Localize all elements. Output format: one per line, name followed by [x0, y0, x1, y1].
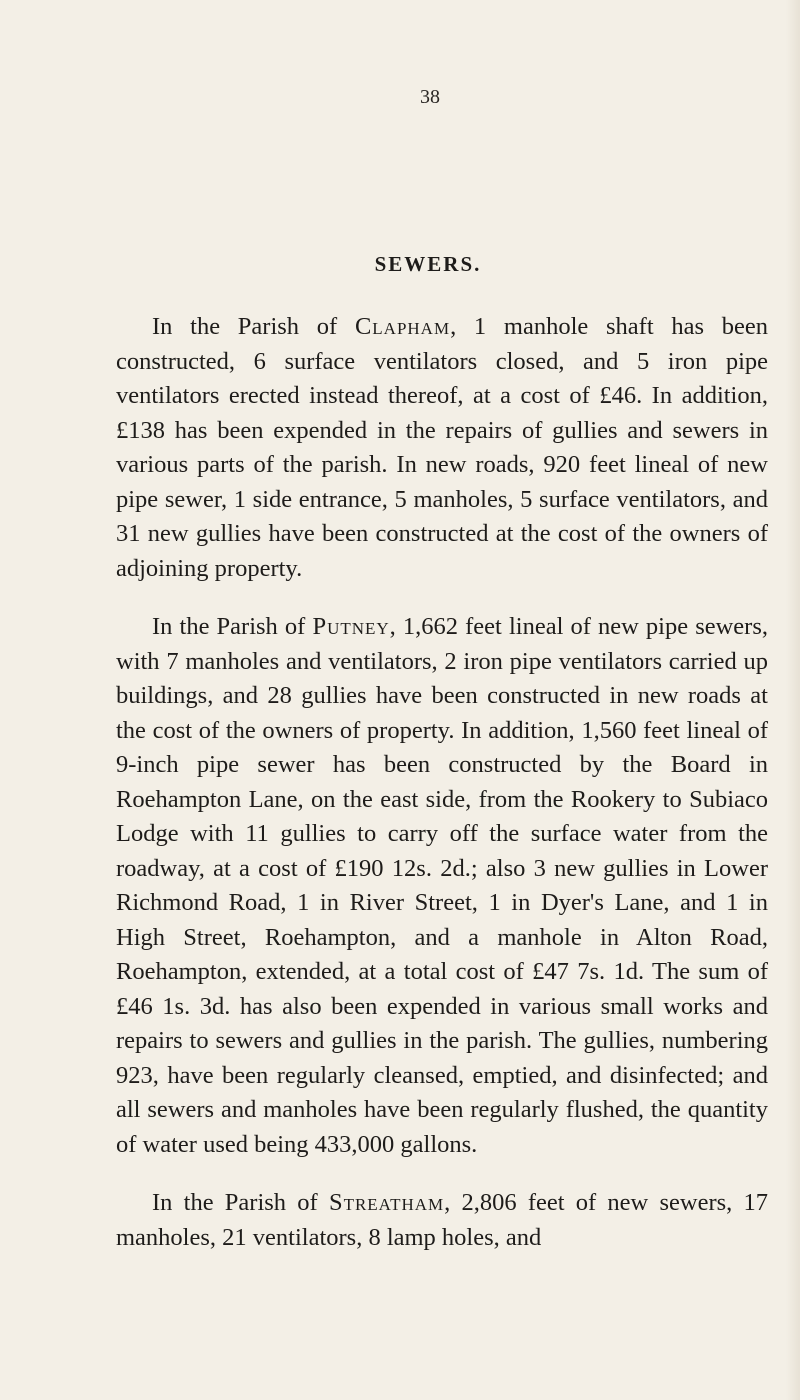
- page-number: 38: [420, 86, 440, 108]
- parish-name-putney: Putney: [312, 613, 390, 640]
- paragraph-streatham: [116, 1186, 768, 1255]
- paragraph-intro: In the Parish of: [152, 1189, 329, 1216]
- paragraph-text: , 2,806 feet of new sewers, 17 manholes, 21 ventilators, 8 lamp holes, and: [116, 1189, 769, 1251]
- parish-name-streatham: Streatham: [328, 1189, 445, 1216]
- paragraph-intro: In the Parish of: [152, 313, 355, 340]
- page-edge-shadow: [786, 0, 800, 1400]
- parish-name-clapham: Clapham: [354, 313, 451, 340]
- paragraph-intro: In the Parish of: [152, 613, 313, 640]
- paragraph-putney: [116, 610, 768, 1162]
- paragraph-text: , 1,662 feet lineal of new pipe sewers, with 7 manholes and ventilators, 2 iron pipe ventilators carried up buildings, and 28 gullies have been constructed in new roads at the cost of the owners of property. In addition, 1,560 feet lineal of 9-inch pipe sewer has been constructed by the Board in Roehampton Lane, on the east side, from the Rookery to Subiaco Lodge with 11 gullies to carry off the surface water from the roadway, at a cost of £190 12s. 2d.; also 3 new gullies in Lower Richmond Road, 1 in River Street, 1 in Dyer's Lane, and 1 in High Street, Roehampton, and a manhole in Alton Road, Roehampton, extended, at a total cost of £47 7s. 1d. The sum of £46 1s. 3d. has also been expended in various small works and repairs to sewers and gullies in the parish. The gullies, numbering 923, have been regularly cleansed, emptied, and disinfected; and all sewers and manholes have been regularly flushed, the quantity of water used being 433,000 gallons.: [116, 613, 769, 1158]
- paragraph-text: , 1 manhole shaft has been constructed, 6 surface ventilators closed, and 5 iron pipe ventilators erected instead thereof, at a cost of £46. In addition, £138 has been expended in the repairs of gullies and sewers in various parts of the parish. In new roads, 920 feet lineal of new pipe sewer, 1 side entrance, 5 manholes, 5 surface ventilators, and 31 new gullies have been constructed at the cost of the owners of adjoining property.: [116, 313, 769, 582]
- section-heading: SEWERS.: [374, 252, 482, 276]
- body-text: [116, 310, 768, 1279]
- paragraph-clapham: [116, 310, 768, 586]
